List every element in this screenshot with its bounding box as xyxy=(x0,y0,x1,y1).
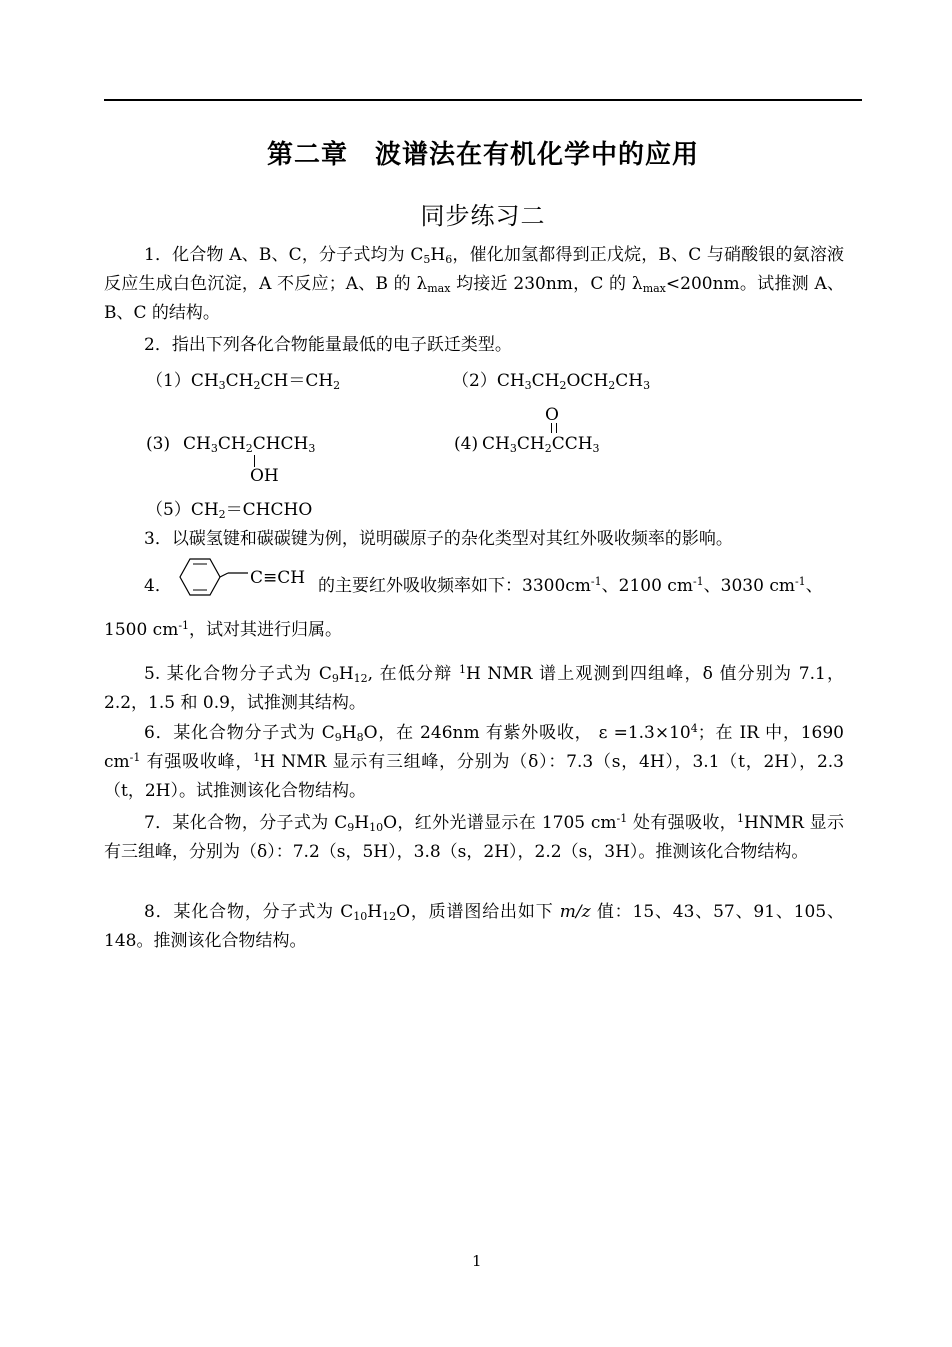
page-number: 1 xyxy=(472,1252,482,1270)
question-8: 8．某化合物，分子式为 $C_{10}H_{12}O$，质谱图给出如下 m/z 值：15、43、57、91、105、148。推测该化合物结构。 xyxy=(104,902,844,951)
question-6: 6．某化合物分子式为 $C_9H_8O$，在 246nm 有紫外吸收， $\varepsilon =1.3\times 10^4$；在 IR 中，1690 $cm^{-1}$ 有强吸收峰，$^1$H NMR 显示有三组峰，分别为（δ）：7.3（s，4H），3.1（t，2H），2.3（t，2H）。试推测该化合物结构。 xyxy=(104,722,844,801)
question-2: 2．指出下列各化合物能量最低的电子跃迁类型。 xyxy=(144,335,512,355)
question-1: 1．化合物 A、B、C，分子式均为 $C_5H_6$，催化加氢都得到正戊烷，B、C 与硝酸银的氨溶液反应生成白色沉淀，A 不反应；A、B 的 $\lambda_{max}$ 均接近 230nm，C 的 $\lambda_{max}<200nm$。试推测 A、B、C 的结构。 xyxy=(104,245,844,323)
compound-5: $(5)CH_2=CHCHO$ xyxy=(146,500,313,521)
compound-3-oh: OH xyxy=(250,466,279,486)
ethynyl-group: C≡CH xyxy=(250,568,306,588)
question-7: 7．某化合物，分子式为 $C_9H_{10}O$，红外光谱显示在 1705 $cm^{-1}$ 处有强吸收，$^1$HNMR 显示有三组峰，分别为（δ）：7.2（s，5H），3.8（s，2H），2.2（s，3H）。推测该化合物结构。 xyxy=(104,812,845,862)
compound-4-oxygen: O xyxy=(545,405,559,425)
chapter-title: 第二章 波谱法在有机化学中的应用 xyxy=(266,140,699,170)
compound-2: $(2)CH_3CH_2OCH_2CH_3$ xyxy=(452,371,651,392)
question-4-text-cont: 1500 $cm^{-1}$，试对其进行归属。 xyxy=(104,619,343,640)
question-4-number: 4． xyxy=(144,576,172,596)
question-3: 3．以碳氢键和碳碳键为例，说明碳原子的杂化类型对其红外吸收频率的影响。 xyxy=(144,529,733,549)
compound-4-double-bond xyxy=(551,423,557,433)
compound-4-label: (4) xyxy=(454,434,479,454)
compound-3-label: (3) xyxy=(146,434,171,454)
question-4-text: 的主要红外吸收频率如下：$3300cm^{-1}$、2100 $cm^{-1}$、3030 $cm^{-1}$、 xyxy=(318,575,823,596)
question-5: 5. 某化合物分子式为 $C_9H_{12}$, 在低分辩 $^1$H NMR 谱上观测到四组峰，δ 值分别为 7.1，2.2，1.5 和 0.9，试推测其结构。 xyxy=(104,663,844,713)
compound-4: $CH_3CH_2CCH_3$ xyxy=(482,434,600,455)
benzene-ring-structure xyxy=(174,556,254,598)
header-rule xyxy=(104,99,862,101)
compound-1: $(1)CH_3CH_2CH=CH_2$ xyxy=(146,371,341,392)
compound-3: $CH_3CH_2CHCH_3$ xyxy=(183,434,316,455)
exercise-title: 同步练习二 xyxy=(420,202,546,230)
